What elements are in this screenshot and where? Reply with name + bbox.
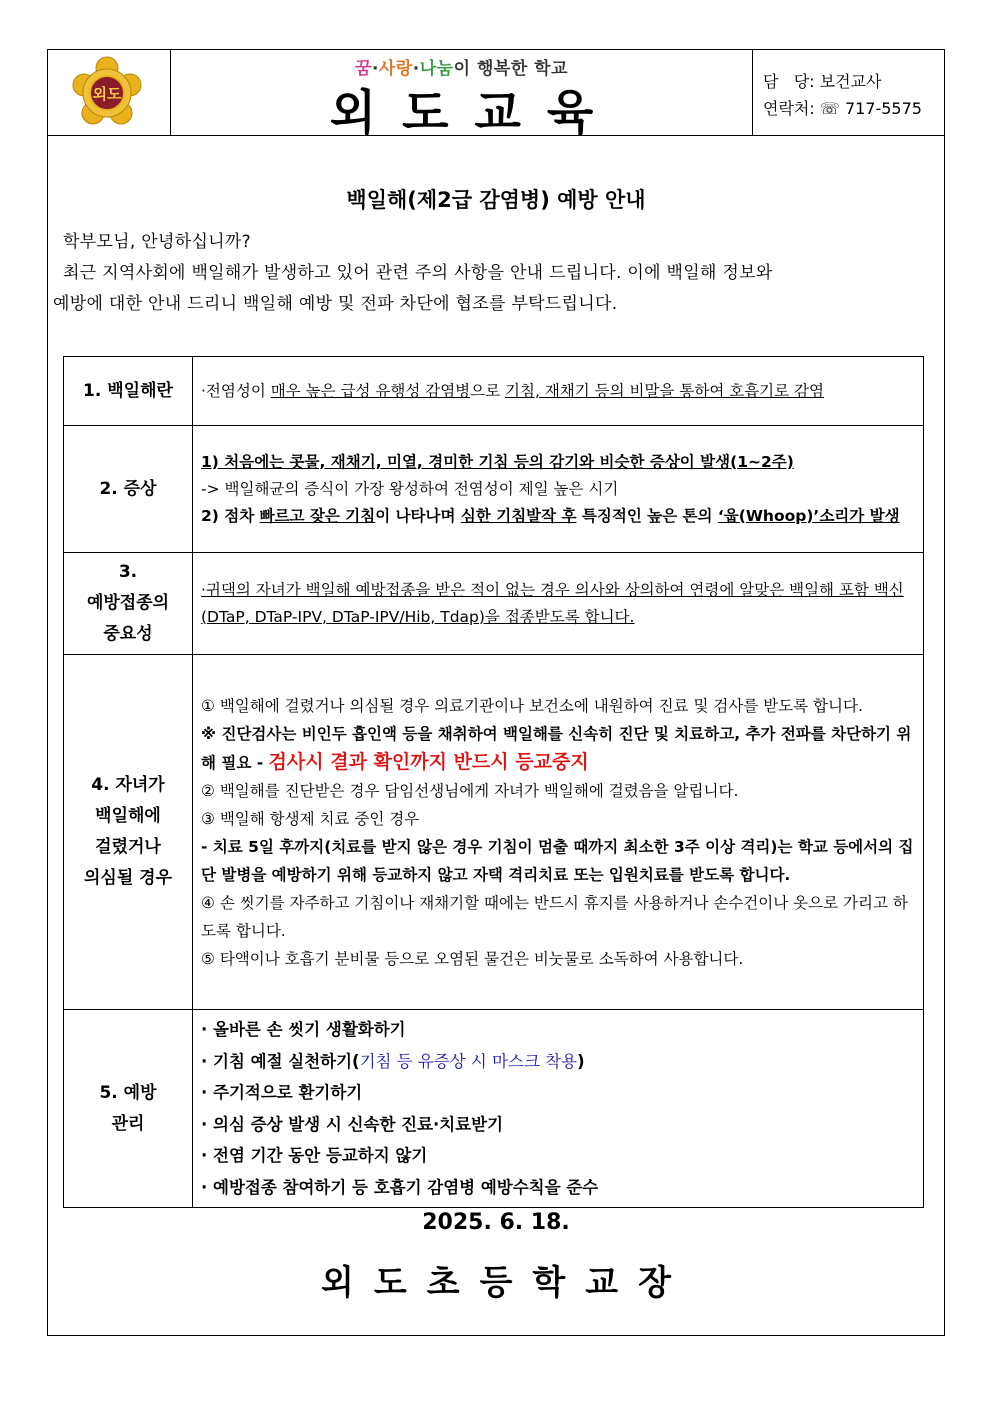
label-line: 걸렸거나 (95, 837, 161, 857)
section-content (193, 1010, 924, 1208)
label-line: 5. 예방 (99, 1082, 157, 1103)
text: ※ 진단검사는 비인두 흡인액 등을 채취하여 백일해를 신속히 진단 및 치료하고, 추가 전파를 차단하기 위해 필요 - (201, 724, 912, 772)
symptom-line: -> 백일해균의 증식이 가장 왕성하여 전염성이 제일 높은 시기 (201, 479, 619, 498)
label-line: 백일해에 (95, 806, 161, 826)
signer: 외도초등학교장 (321, 1263, 691, 1303)
text: ) (577, 1051, 585, 1071)
section-label (64, 553, 193, 655)
prevention-item: · 전염 기간 동안 등교하지 않기 (201, 1146, 428, 1165)
section-content (193, 357, 924, 426)
newsletter-header (48, 50, 944, 141)
label-line: 관리 (111, 1113, 145, 1134)
table-row (64, 553, 924, 655)
text: ‘웁(Whoop)’소리가 발생 (717, 506, 900, 525)
guide-note (201, 720, 917, 777)
text: 으로 (470, 381, 506, 400)
section-label (64, 1010, 193, 1208)
contact-phone: 연락처: ☏ 717-5575 (763, 99, 922, 118)
greeting: 학부모님, 안녕하십니까? (63, 232, 251, 252)
section-label: 2. 증상 (64, 426, 193, 553)
text: 기침, 재채기 등의 비말을 통하여 호흡기로 감염 (505, 381, 824, 400)
symptom-line: 1) 처음에는 콧물, 재채기, 미열, 경미한 기침 등의 감기와 비슷한 증상이 발생(1~2주) (201, 452, 794, 471)
document-frame (47, 49, 945, 1336)
section-label (64, 655, 193, 1010)
table-row (64, 1010, 924, 1208)
prevention-item: · 예방접종 참여하기 등 호흡기 감염병 예방수칙을 준수 (201, 1177, 599, 1197)
guide-item: ④ 손 씻기를 자주하고 기침이나 재채기할 때에는 반드시 휴지를 사용하거나 손수건이나 옷으로 가리고 하도록 합니다. (201, 893, 908, 940)
slogan-part: 나눔 (419, 59, 454, 79)
slogan-part: · (412, 59, 420, 79)
slogan-part: · (371, 59, 379, 79)
title-cell (171, 50, 753, 141)
newsletter-name: 외도교육 (329, 85, 620, 141)
text: 2) 점차 (201, 506, 260, 525)
guide-item: ③ 백일해 항생제 치료 중인 경우 (201, 809, 420, 828)
emblem-text: 외도 (92, 85, 122, 103)
guide-item: ② 백일해를 진단받은 경우 담임선생님에게 자녀가 백일해에 걸렸음을 알립니다. (201, 781, 739, 800)
intro-line-1: 최근 지역사회에 백일해가 발생하고 있어 관련 주의 사항을 안내 드립니다. 이에 백일해 정보와 (63, 263, 773, 283)
contact-cell (753, 50, 944, 135)
issue-date: 2025. 6. 18. (422, 1210, 570, 1235)
guide-item: ⑤ 타액이나 호흡기 분비물 등으로 오염된 물건은 비눗물로 소독하여 사용합니다. (201, 949, 744, 968)
section-content (193, 426, 924, 553)
text: 빠르고 잦은 기침 (259, 506, 376, 525)
school-emblem-icon (70, 56, 144, 130)
warning-text: 검사시 결과 확인까지 반드시 등교중지 (268, 750, 589, 773)
contact-person: 담 당: 보건교사 (763, 72, 882, 91)
text: 매우 높은 급성 유행성 감염병 (270, 381, 471, 400)
slogan-part: 꿈 (355, 59, 372, 79)
guide-item: ① 백일해에 걸렸거나 의심될 경우 의료기관이나 보건소에 내원하여 진료 및 검사를 받도록 합니다. (201, 696, 863, 715)
document-title: 백일해(제2급 감염병) 예방 안내 (346, 188, 646, 212)
info-table (63, 356, 924, 1208)
table-row (64, 357, 924, 426)
text: 특징적인 높은 톤의 (576, 506, 718, 525)
text: ·전염성이 (201, 381, 271, 400)
label-line: 예방접종의 (86, 593, 170, 613)
guide-item: - 치료 5일 후까지(치료를 받지 않은 경우 기침이 멈출 때까지 최소한 3주 이상 격리)는 학교 등에서의 집단 발병을 예방하기 위해 등교하지 않고 자택 격리치료 또는 입원치료를 받도록 합니다. (201, 837, 914, 884)
prevention-item: · 주기적으로 환기하기 (201, 1083, 363, 1102)
table-row (64, 426, 924, 553)
slogan-part: 이 행복한 학교 (453, 59, 568, 79)
label-line: 3. (118, 562, 138, 582)
prevention-item (201, 1046, 917, 1078)
symptom-line (201, 503, 917, 530)
label-line: 의심될 경우 (83, 868, 173, 888)
prevention-item: · 의심 증상 발생 시 신속한 진료·치료받기 (201, 1114, 504, 1134)
table-row (64, 655, 924, 1010)
label-line: 4. 자녀가 (91, 775, 165, 795)
section-label: 1. 백일해란 (64, 357, 193, 426)
intro-line-2: 예방에 대한 안내 드리니 백일해 예방 및 전파 차단에 협조를 부탁드립니다. (53, 294, 618, 314)
slogan-part: 사랑 (378, 59, 413, 79)
section-content: ·귀댁의 자녀가 백일해 예방접종을 받은 적이 없는 경우 의사와 상의하여 연령에 알맞은 백일해 포함 백신(DTaP, DTaP-IPV, DTaP-IPV/Hib, Tdap)을 접종받도록 합니다. (193, 553, 924, 655)
text: 심한 기침발작 후 (460, 506, 577, 525)
prevention-item: · 올바른 손 씻기 생활화하기 (201, 1020, 406, 1039)
label-line: 중요성 (103, 624, 153, 644)
text: 기침 등 유증상 시 마스크 착용 (359, 1051, 578, 1071)
text: · 기침 예절 실천하기( (201, 1051, 360, 1071)
text: 이 나타나며 (375, 506, 461, 525)
logo-cell (48, 50, 171, 135)
section-content (193, 655, 924, 1010)
